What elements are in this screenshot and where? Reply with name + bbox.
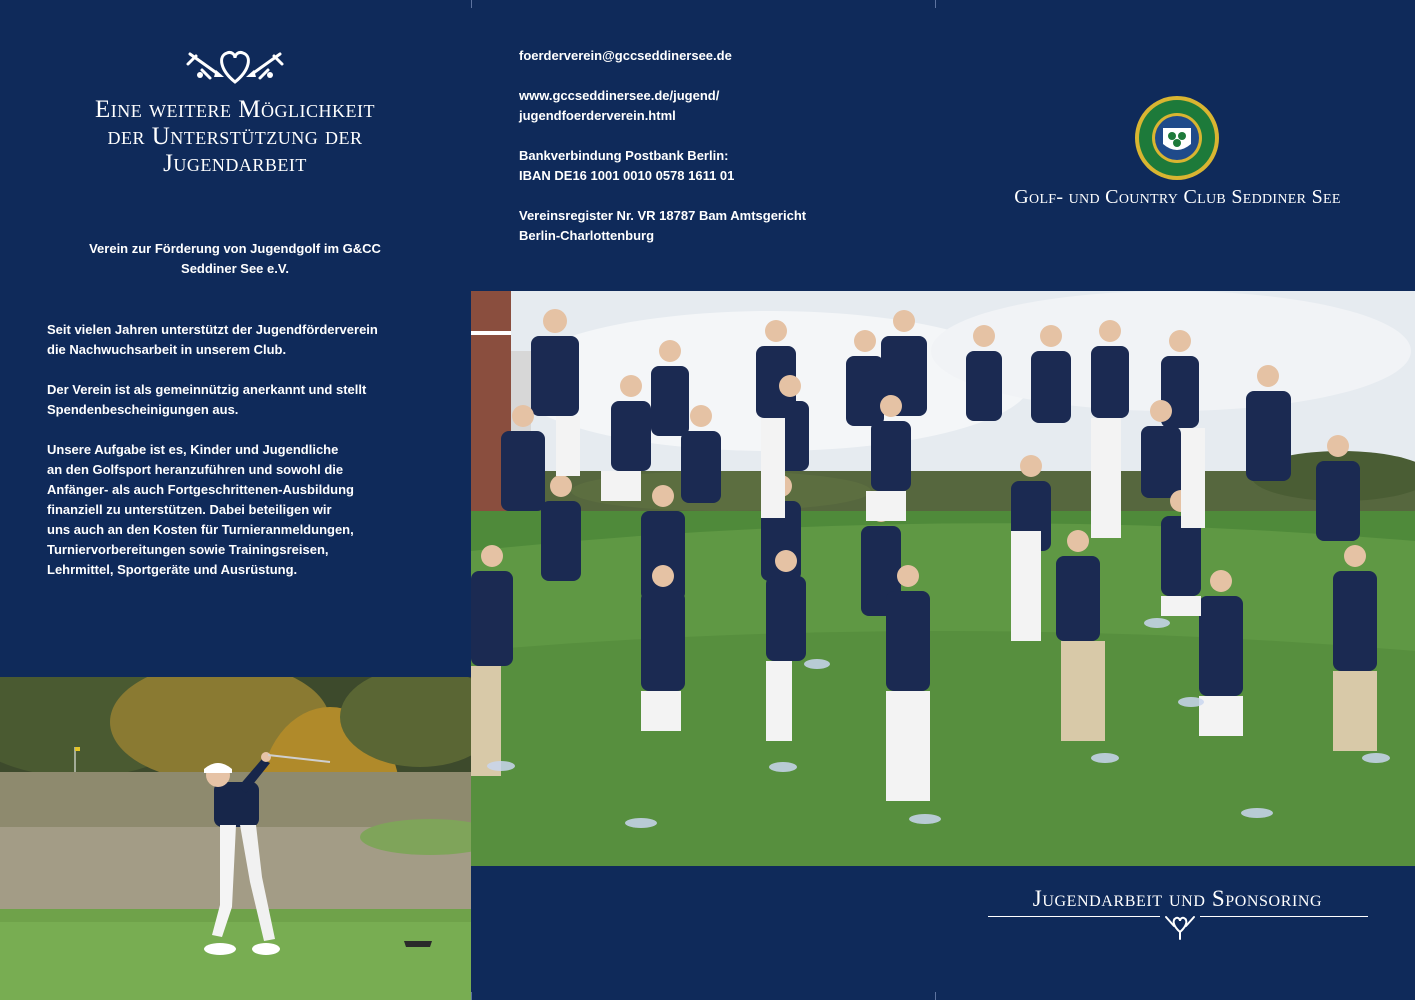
register-line-1: Vereinsregister Nr. VR 18787 Bam Amtsgericht xyxy=(519,208,807,223)
paragraph-charity xyxy=(47,380,427,420)
register-details xyxy=(519,206,919,246)
contact-website-link[interactable] xyxy=(519,86,919,126)
text-line: finanziell zu unterstützen. Dabei beteiligen wir xyxy=(47,502,332,517)
verein-name-line-2: Seddiner See e.V. xyxy=(181,261,289,276)
iban-line: IBAN DE16 1001 0010 0578 1611 01 xyxy=(519,168,735,183)
fold-mark-bottom-right xyxy=(935,992,936,1000)
bank-details xyxy=(519,146,919,186)
paragraph-support xyxy=(47,320,427,360)
verein-name-line-1: Verein zur Förderung von Jugendgolf im G&CC xyxy=(89,241,381,256)
fold-mark-top-left xyxy=(471,0,472,8)
section-title: Jugendarbeit und Sponsoring xyxy=(1032,886,1323,911)
heart-ornament-small-icon xyxy=(1160,912,1200,940)
title-line-1: Eine weitere Möglichkeit xyxy=(95,96,375,123)
text-line: Anfänger- als auch Fortgeschrittenen-Ausbildung xyxy=(47,482,354,497)
contact-email-link[interactable]: foerderverein@gccseddinersee.de xyxy=(519,48,732,63)
text-line: die Nachwuchsarbeit in unserem Club. xyxy=(47,342,287,357)
club-name: Golf- und Country Club Seddiner See xyxy=(1014,186,1341,208)
website-line-2: jugendfoerderverein.html xyxy=(519,108,676,123)
register-line-2: Berlin-Charlottenburg xyxy=(519,228,655,243)
youth-team-photo xyxy=(471,291,1415,866)
verein-name xyxy=(50,239,420,279)
text-line: Spendenbescheinigungen aus. xyxy=(47,402,239,417)
golfer-swing-photo xyxy=(0,677,471,1000)
text-line: Unsere Aufgabe ist es, Kinder und Jugendliche xyxy=(47,442,339,457)
left-panel-title xyxy=(30,96,440,177)
website-line-1: www.gccseddinersee.de/jugend/ xyxy=(519,88,720,103)
club-logo-icon xyxy=(1133,94,1221,182)
bank-line-1: Bankverbindung Postbank Berlin: xyxy=(519,148,729,163)
left-body-text xyxy=(47,320,427,600)
title-line-3: Jugendarbeit xyxy=(163,150,307,177)
text-line: an den Golfsport heranzuführen und sowohl die xyxy=(47,462,344,477)
paragraph-mission xyxy=(47,440,427,580)
text-line: uns auch an den Kosten für Turnieranmeldungen, xyxy=(47,522,354,537)
contact-info xyxy=(519,46,919,266)
text-line: Lehrmittel, Sportgeräte und Ausrüstung. xyxy=(47,562,298,577)
text-line: Seit vielen Jahren unterstützt der Jugendförderverein xyxy=(47,322,378,337)
heart-ornament-icon xyxy=(180,44,290,88)
title-line-2: der Unterstützung der xyxy=(107,123,363,150)
text-line: Der Verein ist als gemeinnützig anerkannt und stellt xyxy=(47,382,367,397)
fold-mark-bottom-left xyxy=(471,992,472,1000)
text-line: Turniervorbereitungen sowie Trainingsreisen, xyxy=(47,542,329,557)
fold-mark-top-right xyxy=(935,0,936,8)
left-panel xyxy=(0,0,471,677)
